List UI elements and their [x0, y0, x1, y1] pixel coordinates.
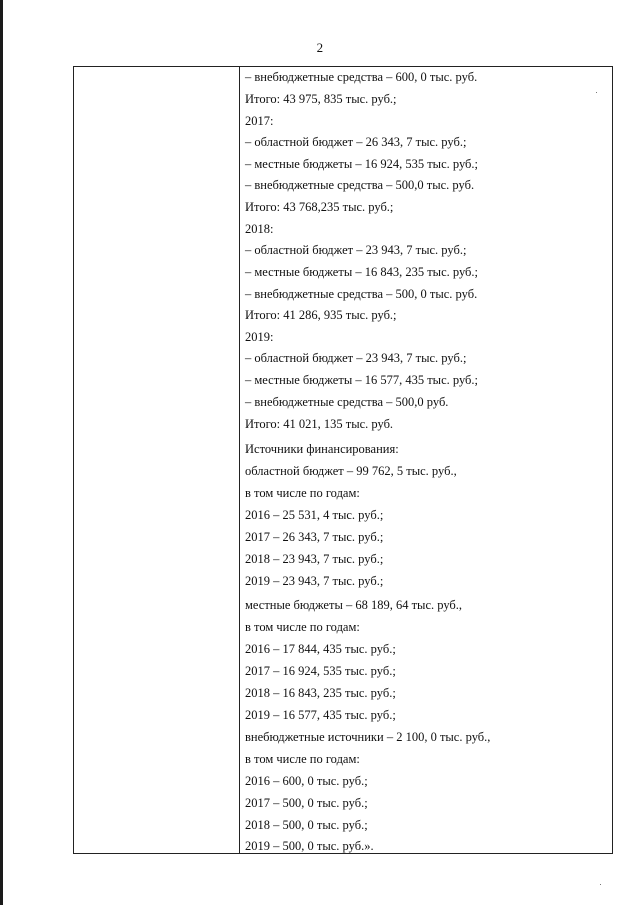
funding-line: – местные бюджеты – 16 924, 535 тыс. руб.;	[245, 157, 479, 171]
funding-line: – областной бюджет – 23 943, 7 тыс. руб.;	[245, 243, 467, 257]
funding-line: 2017 – 16 924, 535 тыс. руб.;	[245, 664, 396, 678]
funding-line: 2016 – 17 844, 435 тыс. руб.;	[245, 642, 396, 656]
table-left-column	[74, 67, 240, 853]
funding-line: областной бюджет – 99 762, 5 тыс. руб.,	[245, 464, 457, 478]
funding-line: – внебюджетные средства – 500, 0 тыс. руб.	[245, 287, 478, 301]
funding-line: Итого: 41 286, 935 тыс. руб.;	[245, 308, 397, 322]
funding-line: 2019 – 23 943, 7 тыс. руб.;	[245, 574, 384, 588]
funding-line: 2018 – 23 943, 7 тыс. руб.;	[245, 552, 384, 566]
scan-speck	[596, 92, 597, 93]
funding-line: Итого: 43 975, 835 тыс. руб.;	[245, 92, 397, 106]
funding-line: внебюджетные источники – 2 100, 0 тыс. руб.,	[245, 730, 491, 744]
scan-speck	[600, 884, 601, 885]
table-right-column	[240, 67, 612, 853]
funding-line: – внебюджетные средства – 500,0 руб.	[245, 395, 449, 409]
funding-line: – внебюджетные средства – 600, 0 тыс. руб.	[245, 70, 478, 84]
page-number: 2	[316, 40, 324, 55]
funding-line: – внебюджетные средства – 500,0 тыс. руб.	[245, 178, 475, 192]
funding-line: Итого: 43 768,235 тыс. руб.;	[245, 200, 394, 214]
funding-line: 2017:	[245, 114, 274, 128]
funding-line: в том числе по годам:	[245, 486, 360, 500]
funding-line: 2017 – 500, 0 тыс. руб.;	[245, 796, 368, 810]
funding-line: – областной бюджет – 26 343, 7 тыс. руб.;	[245, 135, 467, 149]
funding-line: Итого: 41 021, 135 тыс. руб.	[245, 417, 394, 431]
funding-line: местные бюджеты – 68 189, 64 тыс. руб.,	[245, 598, 463, 612]
funding-table	[73, 66, 613, 854]
funding-line: 2016 – 600, 0 тыс. руб.;	[245, 774, 368, 788]
funding-line: 2017 – 26 343, 7 тыс. руб.;	[245, 530, 384, 544]
funding-line: в том числе по годам:	[245, 752, 360, 766]
funding-line: 2018:	[245, 222, 274, 236]
funding-line: 2018 – 16 843, 235 тыс. руб.;	[245, 686, 396, 700]
funding-line: 2018 – 500, 0 тыс. руб.;	[245, 818, 368, 832]
funding-line: 2019 – 500, 0 тыс. руб.».	[245, 839, 374, 853]
funding-line: 2019:	[245, 330, 274, 344]
funding-line: в том числе по годам:	[245, 620, 360, 634]
scan-left-edge	[0, 0, 3, 905]
funding-line: 2019 – 16 577, 435 тыс. руб.;	[245, 708, 396, 722]
funding-line: 2016 – 25 531, 4 тыс. руб.;	[245, 508, 384, 522]
funding-line: Источники финансирования:	[245, 442, 399, 456]
funding-line: – областной бюджет – 23 943, 7 тыс. руб.;	[245, 351, 467, 365]
funding-line: – местные бюджеты – 16 577, 435 тыс. руб.;	[245, 373, 479, 387]
funding-line: – местные бюджеты – 16 843, 235 тыс. руб.;	[245, 265, 479, 279]
